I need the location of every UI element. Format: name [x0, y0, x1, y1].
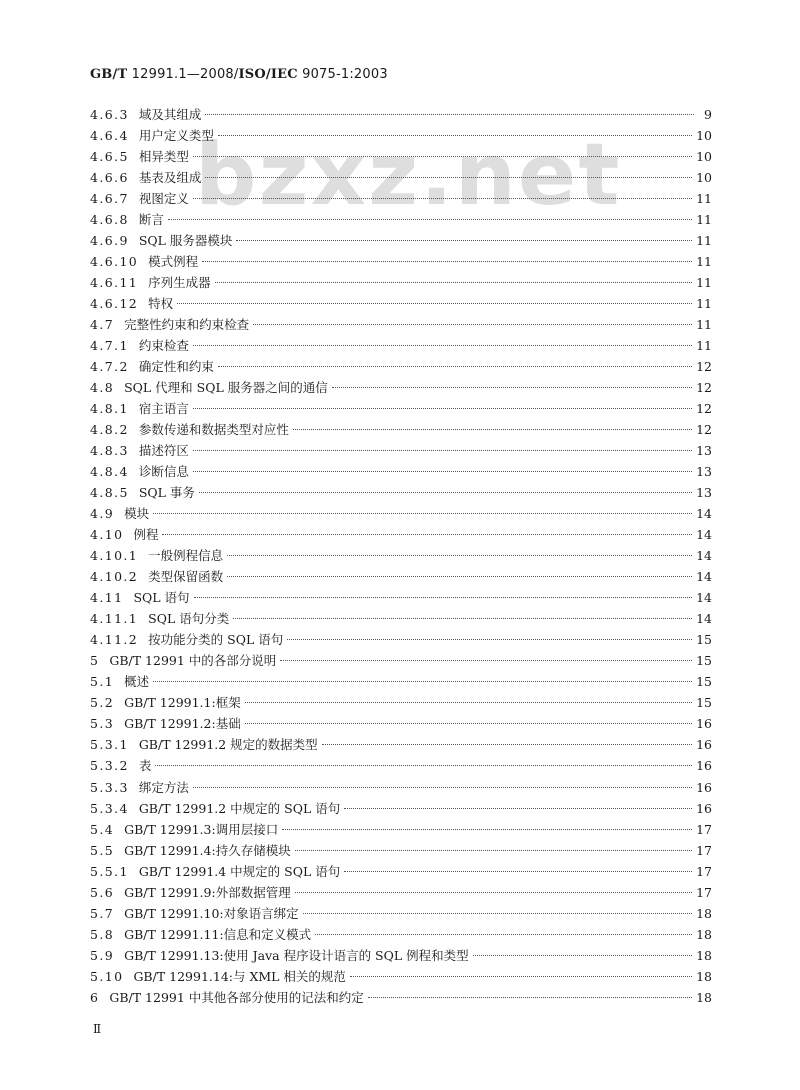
toc-entry-title: GB/T 12991.10:对象语言绑定: [124, 905, 299, 921]
toc-entry-number: 4.8: [90, 380, 115, 396]
toc-entry-title: SQL 服务器模块: [138, 233, 233, 249]
toc-entry-page: 10: [696, 128, 712, 144]
toc-entry-title: 参数传递和数据类型对应性: [138, 422, 289, 438]
toc-dot-leader: [295, 849, 692, 851]
toc-entry-number: 4.8.4: [90, 464, 129, 480]
header-standard: GB/T: [90, 67, 128, 82]
page-header: [90, 67, 388, 82]
toc-entry-title: 约束检查: [138, 338, 189, 354]
toc-entry-page: 11: [696, 233, 712, 249]
toc-dot-leader: [193, 197, 692, 199]
toc-dot-leader: [227, 575, 692, 577]
toc-entry[interactable]: [90, 272, 712, 293]
toc-entry-number: 5.8: [90, 926, 115, 942]
toc-entry[interactable]: [90, 461, 712, 482]
toc-entry-title: 基表及组成: [138, 170, 202, 186]
toc-entry-title: 模块: [124, 506, 150, 522]
toc-entry[interactable]: [90, 924, 712, 945]
toc-entry-number: 5.2: [90, 695, 115, 711]
toc-dot-leader: [233, 617, 692, 619]
toc-entry-number: 5.5.1: [90, 863, 129, 879]
toc-entry-page: 17: [696, 842, 712, 858]
toc-entry-number: 5.1: [90, 674, 115, 690]
toc-entry-page: 17: [696, 863, 712, 879]
toc-entry-page: 11: [696, 275, 712, 291]
toc-entry[interactable]: [90, 713, 712, 734]
toc-entry-number: 5.3.4: [90, 800, 129, 816]
toc-entry-number: 4.10.2: [90, 569, 139, 585]
header-number: 12991.1—2008/: [131, 67, 239, 82]
toc-entry[interactable]: [90, 440, 712, 461]
toc-dot-leader: [155, 764, 692, 766]
table-of-contents: [90, 104, 712, 1008]
page-number-roman: Ⅱ: [93, 1022, 102, 1036]
toc-entry-number: 4.6.9: [90, 233, 129, 249]
toc-entry[interactable]: [90, 819, 712, 840]
toc-dot-leader: [344, 870, 692, 872]
toc-entry[interactable]: [90, 987, 712, 1008]
toc-dot-leader: [295, 891, 692, 893]
toc-entry-number: 4.9: [90, 506, 115, 522]
toc-dot-leader: [322, 743, 692, 745]
toc-entry[interactable]: [90, 335, 712, 356]
toc-entry-title: SQL 语句: [133, 590, 190, 606]
toc-entry-number: 4.8.2: [90, 422, 129, 438]
toc-entry-title: 域及其组成: [138, 107, 202, 122]
toc-entry-number: 4.8.1: [90, 401, 129, 417]
toc-dot-leader: [194, 596, 693, 598]
toc-entry[interactable]: [90, 692, 712, 713]
toc-entry[interactable]: [90, 966, 712, 987]
toc-entry[interactable]: [90, 566, 712, 587]
toc-dot-leader: [303, 912, 692, 914]
toc-dot-leader: [350, 975, 692, 977]
toc-dot-leader: [315, 933, 692, 935]
toc-entry-page: 12: [696, 359, 712, 375]
toc-entry-number: 5.4: [90, 821, 115, 837]
toc-entry-number: 4.11.2: [90, 632, 139, 648]
toc-entry-title: 完整性约束和约束检查: [124, 317, 250, 333]
toc-dot-leader: [368, 996, 692, 998]
toc-entry-number: 4.7: [90, 317, 115, 333]
toc-entry[interactable]: [90, 209, 712, 230]
toc-entry-page: 16: [696, 779, 712, 795]
toc-dot-leader: [162, 533, 692, 535]
toc-entry[interactable]: [90, 840, 712, 861]
toc-entry-number: 5.3.2: [90, 758, 129, 774]
toc-entry-title: GB/T 12991.2 中规定的 SQL 语句: [138, 800, 341, 816]
toc-entry[interactable]: [90, 104, 712, 125]
toc-entry[interactable]: [90, 629, 712, 650]
toc-entry-title: 用户定义类型: [138, 128, 214, 144]
toc-entry-title: GB/T 12991.4 中规定的 SQL 语句: [138, 863, 341, 879]
toc-entry-page: 18: [696, 947, 712, 963]
toc-entry-title: 宿主语言: [138, 401, 189, 417]
header-iso-number: 9075-1:2003: [302, 67, 388, 82]
toc-entry-title: 绑定方法: [138, 779, 189, 795]
toc-entry-title: 相异类型: [138, 149, 189, 165]
toc-entry-number: 4.6.6: [90, 170, 129, 186]
toc-entry[interactable]: [90, 587, 712, 608]
toc-entry-title: SQL 代理和 SQL 服务器之间的通信: [124, 380, 328, 396]
toc-entry-number: 4.6.12: [90, 296, 139, 312]
toc-entry-title: GB/T 12991.11:信息和定义模式: [124, 926, 312, 942]
toc-entry[interactable]: [90, 671, 712, 692]
toc-entry-number: 4.11.1: [90, 611, 139, 627]
toc-entry-number: 4.6.10: [90, 254, 139, 270]
toc-entry-page: 18: [696, 905, 712, 921]
toc-entry-title: GB/T 12991 中的各部分说明: [109, 653, 277, 669]
toc-dot-leader: [193, 407, 692, 409]
toc-dot-leader: [227, 554, 692, 556]
toc-entry-page: 18: [696, 968, 712, 984]
toc-entry[interactable]: [90, 524, 712, 545]
toc-entry-title: 断言: [138, 212, 164, 228]
toc-entry-page: 14: [696, 548, 712, 564]
toc-entry-page: 15: [696, 653, 712, 669]
toc-dot-leader: [205, 113, 694, 115]
toc-entry-title: 确定性和约束: [138, 359, 214, 375]
toc-entry[interactable]: [90, 251, 712, 272]
toc-entry-page: 14: [696, 611, 712, 627]
toc-entry-page: 16: [696, 737, 712, 753]
toc-entry-number: 5: [90, 653, 100, 669]
toc-entry-page: 13: [696, 443, 712, 459]
toc-entry-title: 表: [138, 758, 152, 774]
toc-entry[interactable]: [90, 230, 712, 251]
toc-entry-title: GB/T 12991.9:外部数据管理: [124, 884, 291, 900]
toc-entry-page: 14: [696, 527, 712, 543]
toc-entry[interactable]: [90, 777, 712, 798]
toc-entry-number: 4.10: [90, 527, 124, 543]
toc-entry-number: 4.8.5: [90, 485, 129, 501]
toc-entry[interactable]: [90, 125, 712, 146]
toc-entry-page: 15: [696, 632, 712, 648]
toc-entry[interactable]: [90, 419, 712, 440]
toc-entry-number: 5.3.1: [90, 737, 129, 753]
toc-entry-title: GB/T 12991.3:调用层接口: [124, 821, 279, 837]
toc-dot-leader: [236, 239, 692, 241]
toc-dot-leader: [193, 786, 692, 788]
toc-entry-title: 模式例程: [148, 254, 199, 270]
toc-dot-leader: [215, 281, 692, 283]
toc-entry-number: 6: [90, 989, 100, 1005]
toc-dot-leader: [280, 659, 692, 661]
toc-dot-leader: [332, 386, 692, 388]
toc-entry-page: 17: [696, 821, 712, 837]
toc-entry-page: 18: [696, 989, 712, 1005]
toc-dot-leader: [473, 954, 692, 956]
toc-entry-page: 13: [696, 485, 712, 501]
toc-dot-leader: [245, 701, 692, 703]
toc-entry[interactable]: [90, 293, 712, 314]
toc-entry-title: GB/T 12991.1:框架: [124, 695, 241, 711]
toc-dot-leader: [177, 302, 692, 304]
header-iso: ISO/IEC: [238, 67, 298, 82]
toc-entry[interactable]: [90, 188, 712, 209]
toc-entry-page: 16: [696, 800, 712, 816]
toc-entry[interactable]: [90, 945, 712, 966]
toc-entry-number: 5.10: [90, 968, 124, 984]
toc-entry-page: 9: [704, 107, 712, 122]
toc-entry-page: 12: [696, 380, 712, 396]
toc-entry-page: 11: [696, 338, 712, 354]
toc-entry-title: 例程: [133, 527, 159, 543]
toc-entry-page: 16: [696, 716, 712, 732]
toc-entry[interactable]: [90, 903, 712, 924]
toc-entry-number: 4.7.2: [90, 359, 129, 375]
toc-dot-leader: [293, 428, 692, 430]
toc-entry[interactable]: [90, 755, 712, 776]
toc-entry-title: GB/T 12991.2 规定的数据类型: [138, 737, 318, 753]
toc-entry-number: 4.7.1: [90, 338, 129, 354]
toc-entry-title: GB/T 12991.4:持久存储模块: [124, 842, 291, 858]
toc-entry-title: 概述: [124, 674, 150, 690]
toc-entry-page: 11: [696, 254, 712, 270]
toc-entry-number: 5.6: [90, 884, 115, 900]
toc-entry-page: 15: [696, 695, 712, 711]
toc-dot-leader: [282, 828, 692, 830]
toc-entry[interactable]: [90, 377, 712, 398]
toc-entry-number: 5.9: [90, 947, 115, 963]
toc-entry[interactable]: [90, 734, 712, 755]
toc-entry-page: 14: [696, 506, 712, 522]
toc-entry-title: 描述符区: [138, 443, 189, 459]
toc-entry-number: 5.5: [90, 842, 115, 858]
toc-entry[interactable]: [90, 146, 712, 167]
toc-entry[interactable]: [90, 503, 712, 524]
toc-entry[interactable]: [90, 608, 712, 629]
toc-entry[interactable]: [90, 650, 712, 671]
toc-entry-page: 13: [696, 464, 712, 480]
toc-entry[interactable]: [90, 882, 712, 903]
toc-dot-leader: [193, 155, 692, 157]
toc-dot-leader: [205, 176, 692, 178]
toc-entry-page: 11: [696, 191, 712, 207]
toc-dot-leader: [153, 680, 692, 682]
toc-entry-page: 14: [696, 590, 712, 606]
toc-dot-leader: [168, 218, 692, 220]
toc-entry-page: 11: [696, 212, 712, 228]
toc-entry-title: SQL 语句分类: [148, 611, 230, 627]
toc-dot-leader: [193, 344, 692, 346]
toc-entry-number: 4.8.3: [90, 443, 129, 459]
toc-entry-title: GB/T 12991 中其他各部分使用的记法和约定: [109, 989, 364, 1005]
toc-entry-page: 11: [696, 296, 712, 312]
toc-entry-title: SQL 事务: [138, 485, 195, 501]
toc-entry-number: 5.3.3: [90, 779, 129, 795]
toc-entry-number: 4.6.8: [90, 212, 129, 228]
toc-entry[interactable]: [90, 167, 712, 188]
toc-entry-number: 4.10.1: [90, 548, 139, 564]
toc-entry-number: 5.3: [90, 716, 115, 732]
toc-entry-title: GB/T 12991.13:使用 Java 程序设计语言的 SQL 例程和类型: [124, 947, 469, 963]
toc-entry-page: 11: [696, 317, 712, 333]
toc-dot-leader: [193, 449, 692, 451]
toc-entry-number: 4.11: [90, 590, 124, 606]
toc-entry[interactable]: [90, 545, 712, 566]
toc-entry-page: 12: [696, 401, 712, 417]
toc-dot-leader: [218, 365, 692, 367]
toc-entry-page: 16: [696, 758, 712, 774]
toc-entry-title: 特权: [148, 296, 174, 312]
toc-dot-leader: [344, 807, 692, 809]
toc-entry-title: 视图定义: [138, 191, 189, 207]
toc-entry-title: 一般例程信息: [148, 548, 224, 564]
toc-dot-leader: [199, 491, 692, 493]
toc-entry-title: GB/T 12991.14:与 XML 相关的规范: [133, 968, 346, 984]
watermark: bzxz.net: [195, 125, 622, 225]
toc-dot-leader: [202, 260, 692, 262]
toc-entry-page: 17: [696, 884, 712, 900]
toc-entry-number: 4.6.7: [90, 191, 129, 207]
toc-entry-title: 按功能分类的 SQL 语句: [148, 632, 284, 648]
toc-dot-leader: [253, 323, 692, 325]
toc-entry-number: 4.6.4: [90, 128, 129, 144]
toc-entry-page: 10: [696, 149, 712, 165]
toc-dot-leader: [193, 470, 692, 472]
toc-dot-leader: [218, 134, 692, 136]
toc-dot-leader: [245, 722, 692, 724]
toc-entry-number: 4.6.3: [90, 107, 129, 122]
toc-entry-title: GB/T 12991.2:基础: [124, 716, 241, 732]
toc-entry-page: 10: [696, 170, 712, 186]
toc-entry-title: 诊断信息: [138, 464, 189, 480]
toc-entry-page: 12: [696, 422, 712, 438]
toc-entry-page: 14: [696, 569, 712, 585]
toc-entry-number: 5.7: [90, 905, 115, 921]
toc-entry-title: 序列生成器: [148, 275, 211, 291]
toc-dot-leader: [287, 638, 692, 640]
toc-entry[interactable]: [90, 398, 712, 419]
toc-dot-leader: [153, 512, 692, 514]
toc-entry-page: 18: [696, 926, 712, 942]
toc-entry-number: 4.6.11: [90, 275, 139, 291]
toc-entry-title: 类型保留函数: [148, 569, 224, 585]
toc-entry-page: 15: [696, 674, 712, 690]
toc-entry-number: 4.6.5: [90, 149, 129, 165]
toc-entry[interactable]: [90, 482, 712, 503]
toc-entry[interactable]: [90, 356, 712, 377]
toc-entry[interactable]: [90, 861, 712, 882]
toc-entry[interactable]: [90, 314, 712, 335]
toc-entry[interactable]: [90, 798, 712, 819]
